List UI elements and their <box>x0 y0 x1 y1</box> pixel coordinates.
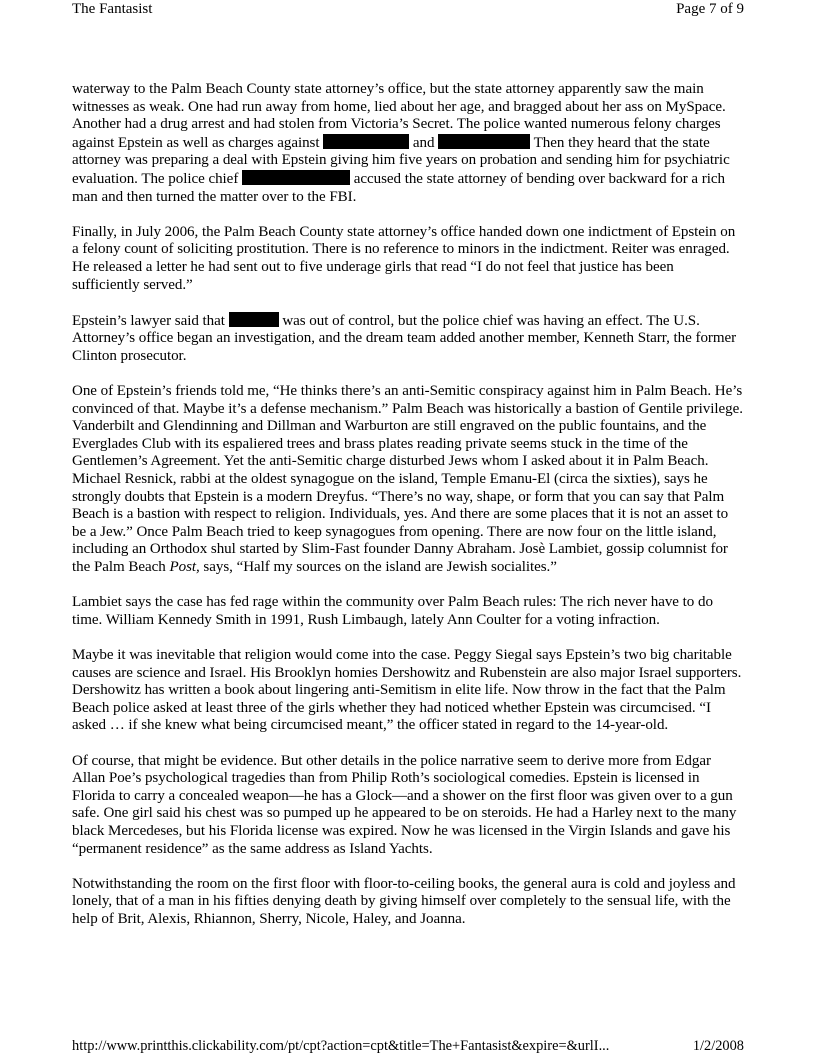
paragraph-4-text-b: says, “Half my sources on the island are Jewish socialites.” <box>199 559 557 576</box>
footer-url: http://www.printthis.clickability.com/pt/cpt?action=cpt&title=The+Fantasist&expire=&urlI... <box>72 1038 610 1054</box>
paragraph-3-text-a: Epstein’s lawyer said that <box>72 312 229 329</box>
paragraph-1-text-d: accused the state attorney of bending over backward for a rich man and then turned the matter over to the FBI. <box>72 170 725 205</box>
footer-date: 1/2/2008 <box>692 1038 744 1054</box>
paragraph-1 <box>72 81 745 206</box>
paragraph-3-text-b: was out of control, but the police chief was having an effect. The U.S. Attorney’s office began an investigation, and the dream team added another member, Kenneth Starr, the former Clinton prosecutor. <box>72 312 737 364</box>
page-header <box>72 1 744 18</box>
redaction-block <box>229 312 279 327</box>
paragraph-1-text-c: Then they heard that the state attorney was preparing a deal with Epstein giving him five years on probation and sending him for psychiatric evaluation. The police chief <box>72 134 730 187</box>
paragraph-7: Of course, that might be evidence. But other details in the police narrative seem to derive more from Edgar Allan Poe’s psychological tragedies than from Philip Roth’s sociological comedies. Epstein is licensed in Florida to carry a concealed weapon—he has a Glock—and a shower on the first floor was given over to a gun safe. One girl said his chest was so pumped up he appeared to be on steroids. He had a Harley next to the many black Mercedeses, but his Florida license was expired. Now he was licensed in the Virgin Islands and gave his “permanent residence” as the same address as Island Yachts. <box>72 752 737 857</box>
paragraph-4 <box>72 383 745 577</box>
paragraph-3 <box>72 312 745 366</box>
paragraph-1-text-b: and <box>409 134 439 151</box>
paragraph-8: Notwithstanding the room on the first floor with floor-to-ceiling books, the general aura is cold and joyless and lonely, that of a man in his fifties denying death by giving himself over completely to the sensual life, with the help of Brit, Alexis, Rhiannon, Sherry, Nicole, Haley, and Joanna. <box>72 875 736 927</box>
paragraph-4-emphasis: Post, <box>169 559 200 576</box>
header-page-number: Page 7 of 9 <box>676 1 744 17</box>
redaction-block <box>438 134 530 149</box>
paragraph-6: Maybe it was inevitable that religion would come into the case. Peggy Siegal says Epstein’s two big charitable causes are science and Israel. His Brooklyn homies Dershowitz and Rubenstein are also major Israel supporters. Dershowitz has written a book about lingering anti-Semitism in elite life. Now throw in the fact that the Palm Beach police asked at least three of the girls whether they had noticed whether Epstein was circumcised. “I asked … if she knew what being circumcised meant,” the officer stated in regard to the 14-year-old. <box>72 647 742 734</box>
redaction-block <box>323 134 409 149</box>
page-footer <box>72 1038 744 1055</box>
paragraph-4-text-a: One of Epstein’s friends told me, “He thinks there’s an anti-Semitic conspiracy against him in Palm Beach. He’s convinced of that. Maybe it’s a defense mechanism.” Palm Beach was historically a bastion of Gentile privilege. Vanderbilt and Glendinning and Dillman and Warburton are still engraved on the public fountains, and the Everglades Club with its espaliered trees and brass plates reading private seems stuck in the time of the Gentlemen’s Agreement. Yet the anti-Semitic charge disturbed Jews whom I asked about it in Palm Beach. Michael Resnick, rabbi at the oldest synagogue on the island, Temple Emanu-El (circa the sixties), says he strongly doubts that Epstein is a modern Dreyfus. “There’s no way, shape, or form that you can say that Palm Beach is a bastion with respect to religion. Individuals, yes. And there are some places that it is not an asset to be a Jew.” Once Palm Beach tried to keep synagogues from opening. There are now four on the little island, including an Orthodox shul started by Slim-Fast founder Danny Abraham. Josè Lambiet, gossip columnist for the Palm Beach <box>72 383 743 576</box>
paragraph-1-text-a: waterway to the Palm Beach County state attorney’s office, but the state attorney apparently saw the main witnesses as weak. One had run away from home, lied about her age, and bragged about her ass on MySpace. Another had a drug arrest and had stolen from Victoria’s Secret. The police wanted numerous felony charges against Epstein as well as charges against <box>72 81 726 151</box>
header-title: The Fantasist <box>72 1 153 17</box>
paragraph-2: Finally, in July 2006, the Palm Beach County state attorney’s office handed down one indictment of Epstein on a felony count of soliciting prostitution. There is no reference to minors in the indictment. Reiter was enraged. He released a letter he had sent out to five underage girls that read “I do not feel that justice has been sufficiently served.” <box>72 223 736 293</box>
article-body <box>72 81 745 946</box>
redaction-block <box>242 170 350 185</box>
paragraph-5: Lambiet says the case has fed rage within the community over Palm Beach rules: The rich never have to do time. William Kennedy Smith in 1991, Rush Limbaugh, lately Ann Coulter for a voting infraction. <box>72 594 713 628</box>
